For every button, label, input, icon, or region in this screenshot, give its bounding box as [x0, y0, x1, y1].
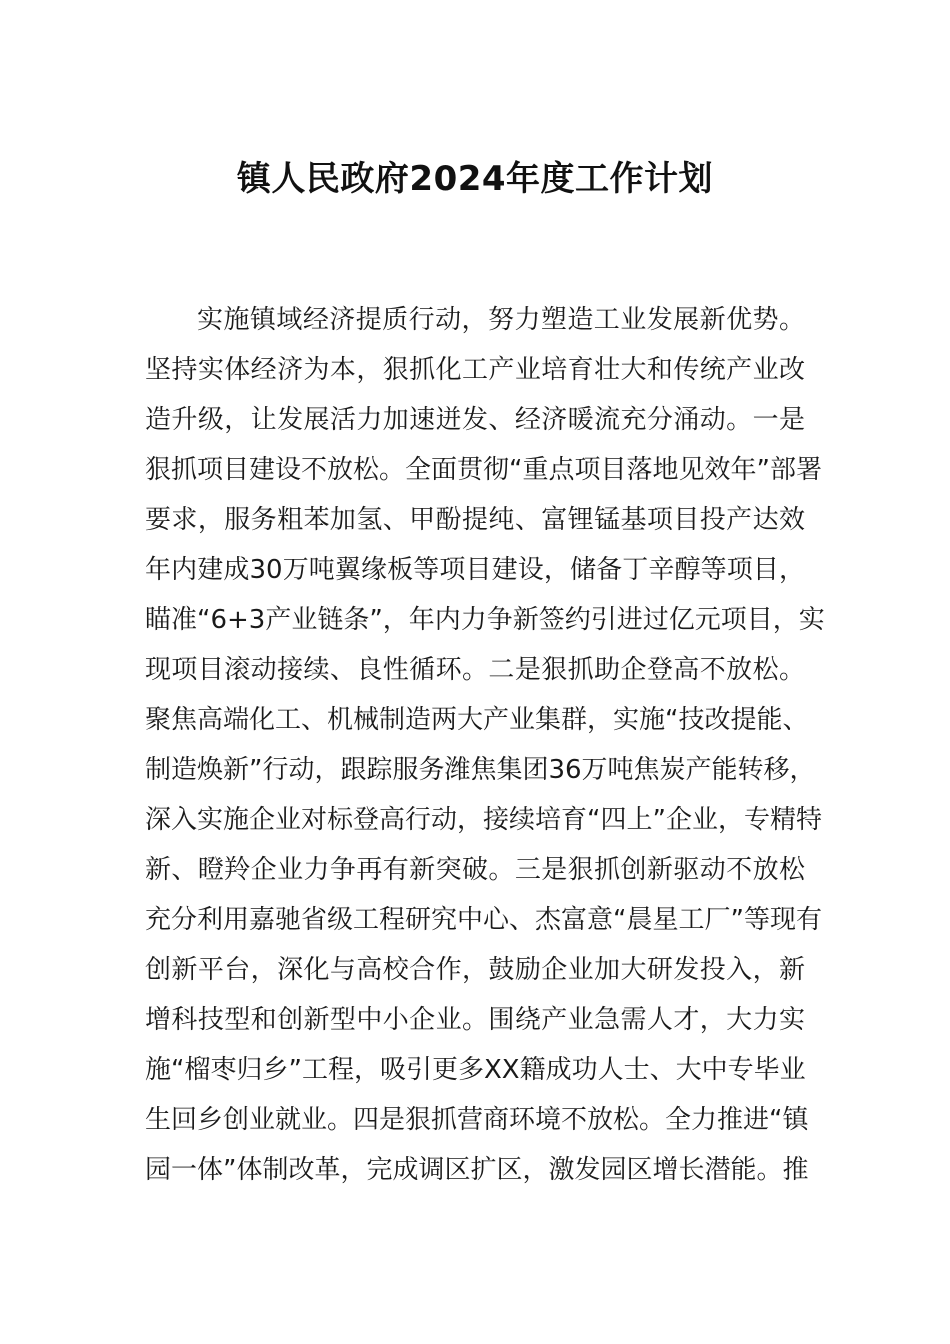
body-line: 创新平台，深化与高校合作，鼓励企业加大研发投入，新 — [145, 955, 805, 985]
body-line: 瞄准“6+3产业链条”，年内力争新签约引进过亿元项目，实 — [145, 605, 825, 635]
body-line: 增科技型和创新型中小企业。围绕产业急需人才，大力实 — [145, 1005, 805, 1035]
body-line: 制造焕新”行动，跟踪服务潍焦集团36万吨焦炭产能转移， — [145, 755, 816, 785]
document-body — [145, 295, 825, 1195]
body-line: 要求，服务粗苯加氢、甲酚提纯、富锂锰基项目投产达效 — [145, 505, 805, 535]
body-line: 实施镇域经济提质行动，努力塑造工业发展新优势。 — [197, 305, 805, 335]
body-line: 现项目滚动接续、良性循环。二是狠抓助企登高不放松。 — [145, 655, 805, 685]
body-line: 坚持实体经济为本，狠抓化工产业培育壮大和传统产业改 — [145, 355, 805, 385]
body-line: 园一体”体制改革，完成调区扩区，激发园区增长潜能。推 — [145, 1155, 809, 1185]
body-line: 深入实施企业对标登高行动，接续培育“四上”企业，专精特 — [145, 805, 822, 835]
body-line: 造升级，让发展活力加速迸发、经济暖流充分涌动。一是 — [145, 405, 805, 435]
body-line: 狠抓项目建设不放松。全面贯彻“重点项目落地见效年”部署 — [145, 455, 822, 485]
body-line: 施“榴枣归乡”工程，吸引更多XX籍成功人士、大中专毕业 — [145, 1055, 806, 1085]
document-title: 镇人民政府2024年度工作计划 — [236, 159, 714, 199]
body-line: 生回乡创业就业。四是狠抓营商环境不放松。全力推进“镇 — [145, 1105, 809, 1135]
body-line: 年内建成30万吨翼缘板等项目建设，储备丁辛醇等项目， — [145, 555, 805, 585]
body-line: 聚焦高端化工、机械制造两大产业集群，实施“技改提能、 — [145, 705, 809, 735]
body-line: 新、瞪羚企业力争再有新突破。三是狠抓创新驱动不放松 — [145, 855, 805, 885]
body-line: 充分利用嘉驰省级工程研究中心、杰富意“晨星工厂”等现有 — [145, 905, 822, 935]
